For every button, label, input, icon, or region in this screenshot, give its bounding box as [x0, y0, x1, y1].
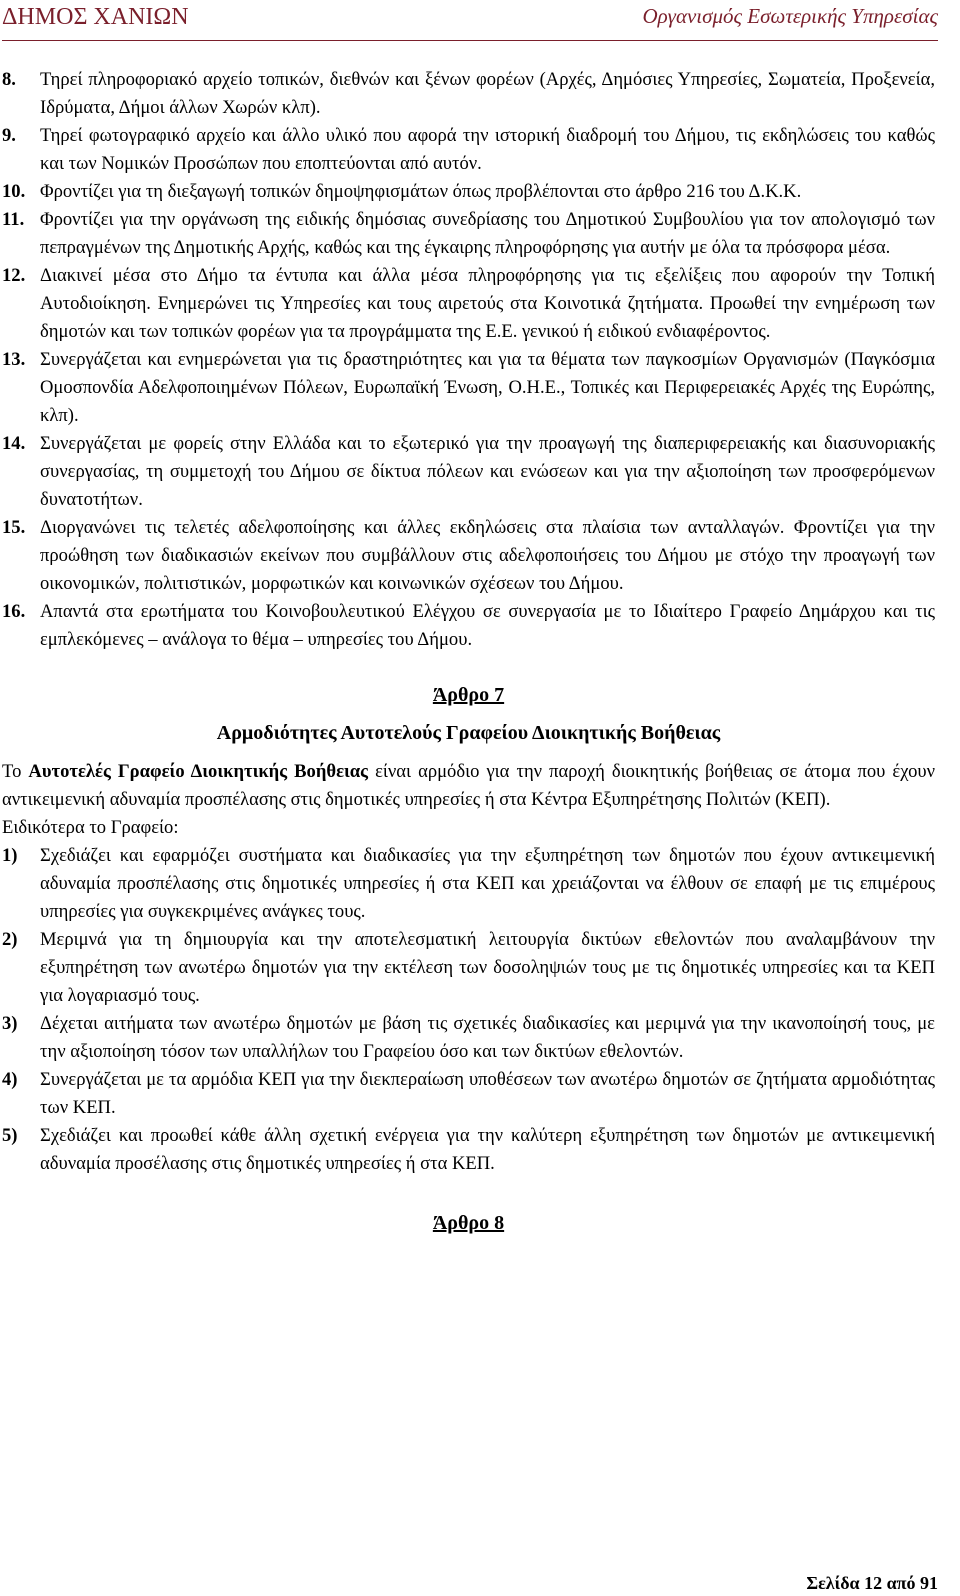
document-body [2, 66, 935, 1246]
list-item [2, 66, 935, 122]
page-number: Σελίδα 12 από 91 [806, 1573, 938, 1593]
paragraph-body: είναι αρμόδιο για την παροχή διοικητικής βοήθειας σε άτομα που έχουν αντικειμενική αδυναμία προσπέλασης στις δημοτικές υπηρεσίες ή στα Κέντρα Εξυπηρέτησης Πολιτών (ΚΕΠ). [2, 761, 935, 810]
item-text: Διοργανώνει τις τελετές αδελφοποίησης και άλλες εκδηλώσεις στα πλαίσια των ανταλλαγών. Φροντίζει για την προώθηση των διαδικασιών εκείνων που συμβάλλουν στις αδελφοποιήσεις του Δήμου με στόχο την προαγωγή των οικονομικών, πολιτιστικών, μορφωτικών και κοινωνικών σχέσεων του Δήμου. [40, 517, 935, 594]
item-text: Φροντίζει για τη διεξαγωγή τοπικών δημοψηφισμάτων όπως προβλέπονται στο άρθρο 216 του Δ.Κ.Κ. [40, 181, 802, 202]
article-7-subtitle: Αρμοδιότητες Αυτοτελούς Γραφείου Διοικητικής Βοήθειας [216, 722, 721, 744]
item-list-top [2, 66, 935, 654]
item-text: Διακινεί μέσα στο Δήμο τα έντυπα και άλλα μέσα πληροφόρησης για τις εξελίξεις που αφορούν την Τοπική Αυτοδιοίκηση. Ενημερώνει τις Υπηρεσίες και τους αιρετούς στα Κοινοτικά ζητήματα. Προωθεί την ενημέρωση των δημοτών και των τοπικών φορέων για τα προγράμματα της Ε.Ε. γενικού ή ειδικού ενδιαφέροντος. [40, 265, 935, 342]
item-text: Απαντά στα ερωτήματα του Κοινοβουλευτικού Ελέγχου σε συνεργασία με το Ιδιαίτερο Γραφείο Δημάρχου και τις εμπλεκόμενες – ανάλογα το θέμα – υπηρεσίες του Δήμου. [40, 601, 935, 650]
item-text: Δέχεται αιτήματα των ανωτέρω δημοτών με βάση τις σχετικές διαδικασίες και μεριμνά για την ικανοποίησή τους, με την αξιοποίηση τόσον των υπαλλήλων του Γραφείου όσο και των δικτύων εθελοντών. [40, 1013, 935, 1062]
list-item [2, 842, 935, 926]
item-text: Σχεδιάζει και προωθεί κάθε άλλη σχετική ενέργεια για την καλύτερη εξυπηρέτηση των δημοτών με αντικειμενική αδυναμία προσέλασης στις δημοτικές υπηρεσίες ή στα ΚΕΠ. [40, 1125, 935, 1174]
list-item [2, 926, 935, 1010]
item-text: Τηρεί φωτογραφικό αρχείο και άλλο υλικό που αφορά την ιστορική διαδρομή του Δήμου, τις εκδηλώσεις του καθώς και των Νομικών Προσώπων που εποπτεύονται από αυτόν. [40, 125, 935, 174]
list-item [2, 206, 935, 262]
item-number: 10. [2, 181, 26, 202]
item-text: Συνεργάζεται με τα αρμόδια ΚΕΠ για την διεκπεραίωση υποθέσεων των ανωτέρω δημοτών σε ζητήματα αρμοδιότητας των ΚΕΠ. [40, 1069, 935, 1118]
article-7-intro: Ειδικότερα το Γραφείο: [2, 817, 179, 838]
item-text: Σχεδιάζει και εφαρμόζει συστήματα και διαδικασίες για την εξυπηρέτηση των δημοτών που έχουν αντικειμενική αδυναμία προσπέλασης στις δημοτικές υπηρεσίες ή στα ΚΕΠ και χρειάζονται να έλθουν σε επαφή με τις επιμέρους υπηρεσίες για συγκεκριμένες ανάγκες τους. [40, 845, 935, 922]
item-text: Μεριμνά για τη δημιουργία και την αποτελεσματική λειτουργία δικτύων εθελοντών που αναλαμβάνουν την εξυπηρέτηση των ανωτέρω δημοτών για την εκτέλεση των δοσοληψιών τους με τις δημοτικές υπηρεσίες και τα ΚΕΠ για λογαριασμό τους. [40, 929, 935, 1006]
list-item [2, 178, 935, 206]
article-7-paragraph [2, 758, 935, 814]
page-header [0, 0, 960, 48]
item-number: 4) [2, 1069, 18, 1090]
office-name-bold: Αυτοτελές Γραφείο Διοικητικής Βοήθειας [28, 761, 369, 782]
item-text: Φροντίζει για την οργάνωση της ειδικής δημόσιας συνεδρίασης του Δημοτικού Συμβουλίου για τον απολογισμό των πεπραγμένων της Δημοτικής Αρχής, καθώς και της έγκαιρης πληροφόρησης για αυτήν με όλα τα πρόσφορα μέσα. [40, 209, 935, 258]
item-number: 5) [2, 1125, 18, 1146]
list-item [2, 514, 935, 598]
article-8-title: Άρθρο 8 [432, 1212, 505, 1234]
item-number: 14. [2, 433, 26, 454]
list-item [2, 346, 935, 430]
item-number: 9. [2, 125, 16, 146]
item-text: Τηρεί πληροφοριακό αρχείο τοπικών, διεθνών και ξένων φορέων (Αρχές, Δημόσιες Υπηρεσίες, Σωματεία, Προξενεία, Ιδρύματα, Δήμοι άλλων Χωρών κλπ). [40, 69, 935, 118]
item-number: 2) [2, 929, 18, 950]
list-item [2, 122, 935, 178]
list-item [2, 598, 935, 654]
article-7-list [2, 842, 935, 1178]
item-number: 1) [2, 845, 18, 866]
list-item [2, 430, 935, 514]
list-item [2, 1122, 935, 1178]
item-number: 8. [2, 69, 16, 90]
item-number: 15. [2, 517, 26, 538]
item-text: Συνεργάζεται με φορείς στην Ελλάδα και το εξωτερικό για την προαγωγή της διαπεριφερειακής και διασυνοριακής συνεργασίας, τη συμμετοχή του Δήμου σε δίκτυα πόλεων και ενώσεων και για την αξιοποίηση των προσφερόμενων δυνατοτήτων. [40, 433, 935, 510]
item-number: 12. [2, 265, 26, 286]
item-number: 3) [2, 1013, 18, 1034]
item-number: 13. [2, 349, 26, 370]
article-7-title: Άρθρο 7 [432, 684, 505, 706]
header-document-title: Οργανισμός Εσωτερικής Υπηρεσίας [642, 4, 938, 28]
item-number: 16. [2, 601, 26, 622]
list-item [2, 1066, 935, 1122]
item-number: 11. [2, 209, 25, 230]
list-item [2, 262, 935, 346]
paragraph-lead: Το [2, 761, 29, 782]
item-text: Συνεργάζεται και ενημερώνεται για τις δραστηριότητες και για τα θέματα των παγκοσμίων Οργανισμών (Παγκόσμια Ομοσπονδία Αδελφοποιημένων Πόλεων, Ευρωπαϊκή Ένωση, Ο.Η.Ε., Τοπικές και Περιφερειακές Αρχές της Ευρώπης, κλπ). [40, 349, 935, 426]
header-municipality: ΔΗΜΟΣ ΧΑΝΙΩΝ [2, 4, 189, 30]
header-divider [2, 40, 938, 41]
list-item [2, 1010, 935, 1066]
